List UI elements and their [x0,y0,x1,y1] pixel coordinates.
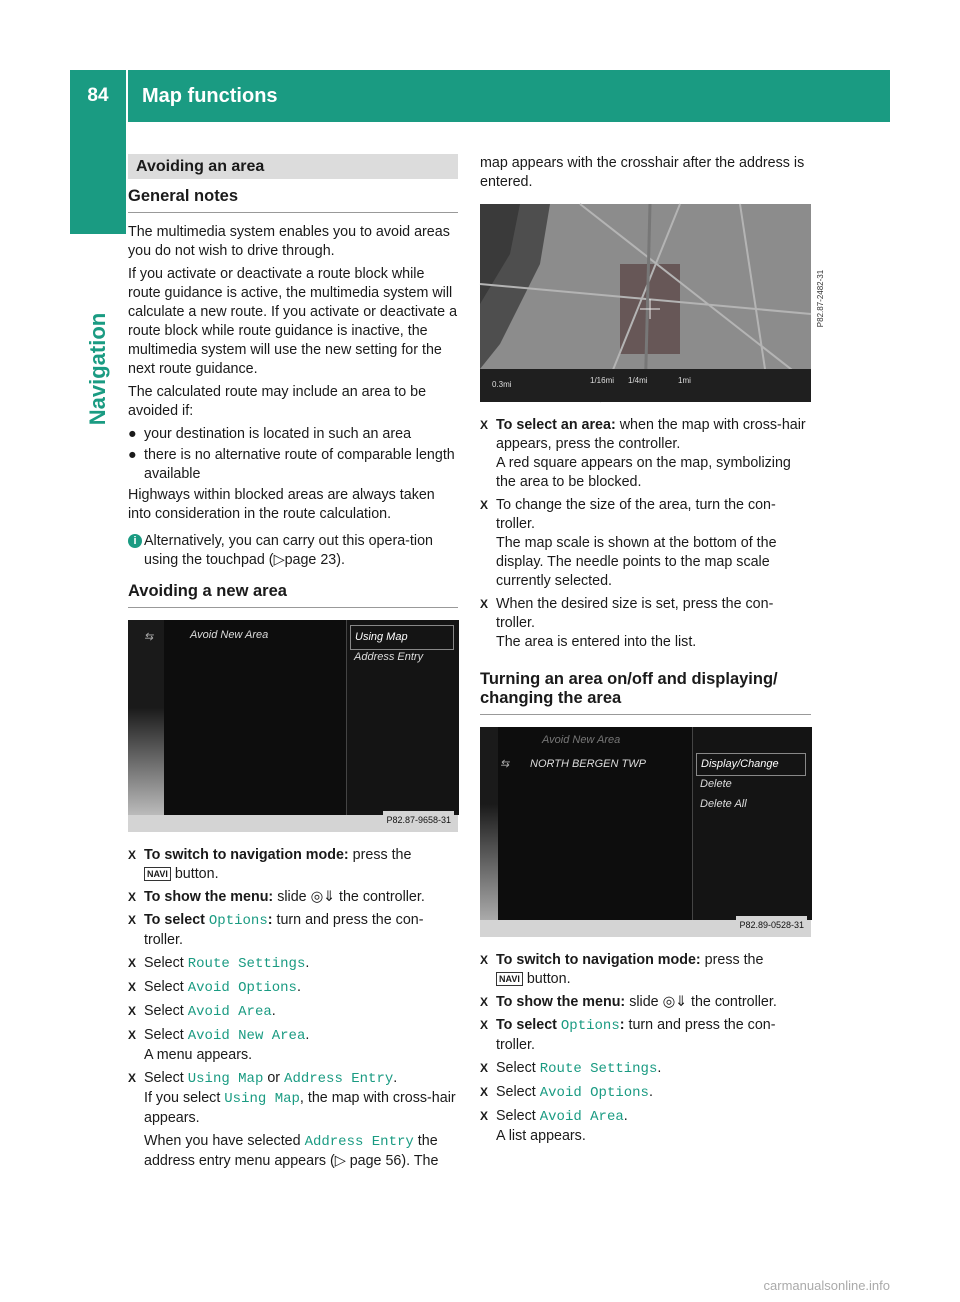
step: X Select Avoid Area. A list appears. [480,1108,628,1144]
chapter-title: Map functions [142,84,278,107]
image-code: P82.87-2482-31 [815,269,825,328]
info-icon: i [128,534,142,548]
paragraph: If you activate or deactivate a route block while route guidance is active, the multimedia system will calculate a new route. If you activate or deactivate a route block while route guidance is inactive, the multimedia system will use the new setting for the next route guidance. [128,266,458,377]
step: X Select Route Settings. [128,955,310,972]
step: X To show the menu: slide ◎⇓ the controller. [480,994,777,1010]
step: X Select Avoid New Area. A menu appears. [128,1027,310,1063]
page-ref-arrow: ▷ [273,552,285,568]
page-number: 84 [87,85,109,106]
paragraph: The multimedia system enables you to avoid areas you do not wish to drive through. [128,224,450,259]
menu-item-display-change: Display/Change [696,753,806,776]
side-tab-marker [70,122,126,234]
bullet-item: ● your destination is located in such an area [128,426,412,442]
left-column [128,154,458,1175]
step: X When the desired size is set, press the con-troller. The area is entered into the list. [480,596,774,650]
screen-header: Avoid New Area [190,629,269,641]
image-code: P82.89-0528-31 [736,916,807,935]
header-divider [126,70,128,122]
paragraph: The calculated route may include an area to be avoided if: [128,384,427,419]
screenshot-map-crosshair [480,204,825,402]
step: X Select Avoid Area. [128,1003,276,1020]
screenshot-avoid-new-area [128,620,458,832]
navi-key-icon: NAVI [496,972,523,986]
back-icon: ⇆ [500,758,510,770]
scale-label: 1mi [678,376,691,385]
step: X To select Options: turn and press the con-troller. [480,1017,776,1053]
step: X To switch to navigation mode: press the NAVI button. [480,952,764,987]
screen-header: Avoid New Area [542,734,621,746]
side-label-text: Navigation [85,312,110,426]
menu-item-delete-all: Delete All [700,798,747,810]
step: X Select Using Map or Address Entry. If you select Using Map, the map with cross-hair appears. When you have selected Address Entry the address entry menu appears (▷ page 56). The [128,1070,456,1169]
menu-item-address-entry: Address Entry [354,651,424,663]
navi-key-icon: NAVI [144,867,171,881]
side-label [70,234,126,504]
step: X To show the menu: slide ◎⇓ the controller. [128,889,425,905]
list-item-area: NORTH BERGEN TWP [530,758,646,770]
watermark: carmanualsonline.info [763,1278,890,1293]
scale-label: 1/4mi [628,376,648,385]
paragraph: Highways within blocked areas are always taken into consideration in the route calculation. [128,487,435,522]
bullet-item: ● there is no alternative route of comparable length available [128,447,455,482]
image-code: P82.87-9658-31 [383,811,454,830]
avoid-new-area-heading: Avoiding a new area [128,582,458,608]
info-note: i Alternatively, you can carry out this opera-tion using the touchpad (▷page 23). [128,532,458,570]
scale-label: 0.3mi [492,380,512,389]
step: X To switch to navigation mode: press the NAVI button. [128,847,412,882]
right-column [480,154,825,1150]
paragraph: map appears with the crosshair after the address is entered. [480,155,805,190]
step: X Select Avoid Options. [128,979,301,996]
section-heading: Avoiding an area [128,154,458,179]
scale-label: 1/16mi [590,376,615,385]
menu-item-using-map: Using Map [350,625,454,650]
turning-area-heading: Turning an area on/off and displaying/ changing the area [480,670,811,715]
step: X Select Route Settings. [480,1060,662,1077]
screenshot-avoid-area-list [480,727,811,937]
step: X To select an area: when the map with cross-hair appears, press the controller. A red square appears on the map, symbolizing the area to be blocked. [480,417,806,490]
step: X Select Avoid Options. [480,1084,653,1101]
step: X To change the size of the area, turn the con-troller. The map scale is shown at the bottom of the display. The needle points to the map scale currently selected. [480,497,777,589]
menu-item-delete: Delete [700,778,732,790]
general-notes-heading: General notes [128,187,458,213]
step: X To select Options: turn and press the con-troller. [128,912,424,948]
back-icon: ⇆ [144,631,154,643]
